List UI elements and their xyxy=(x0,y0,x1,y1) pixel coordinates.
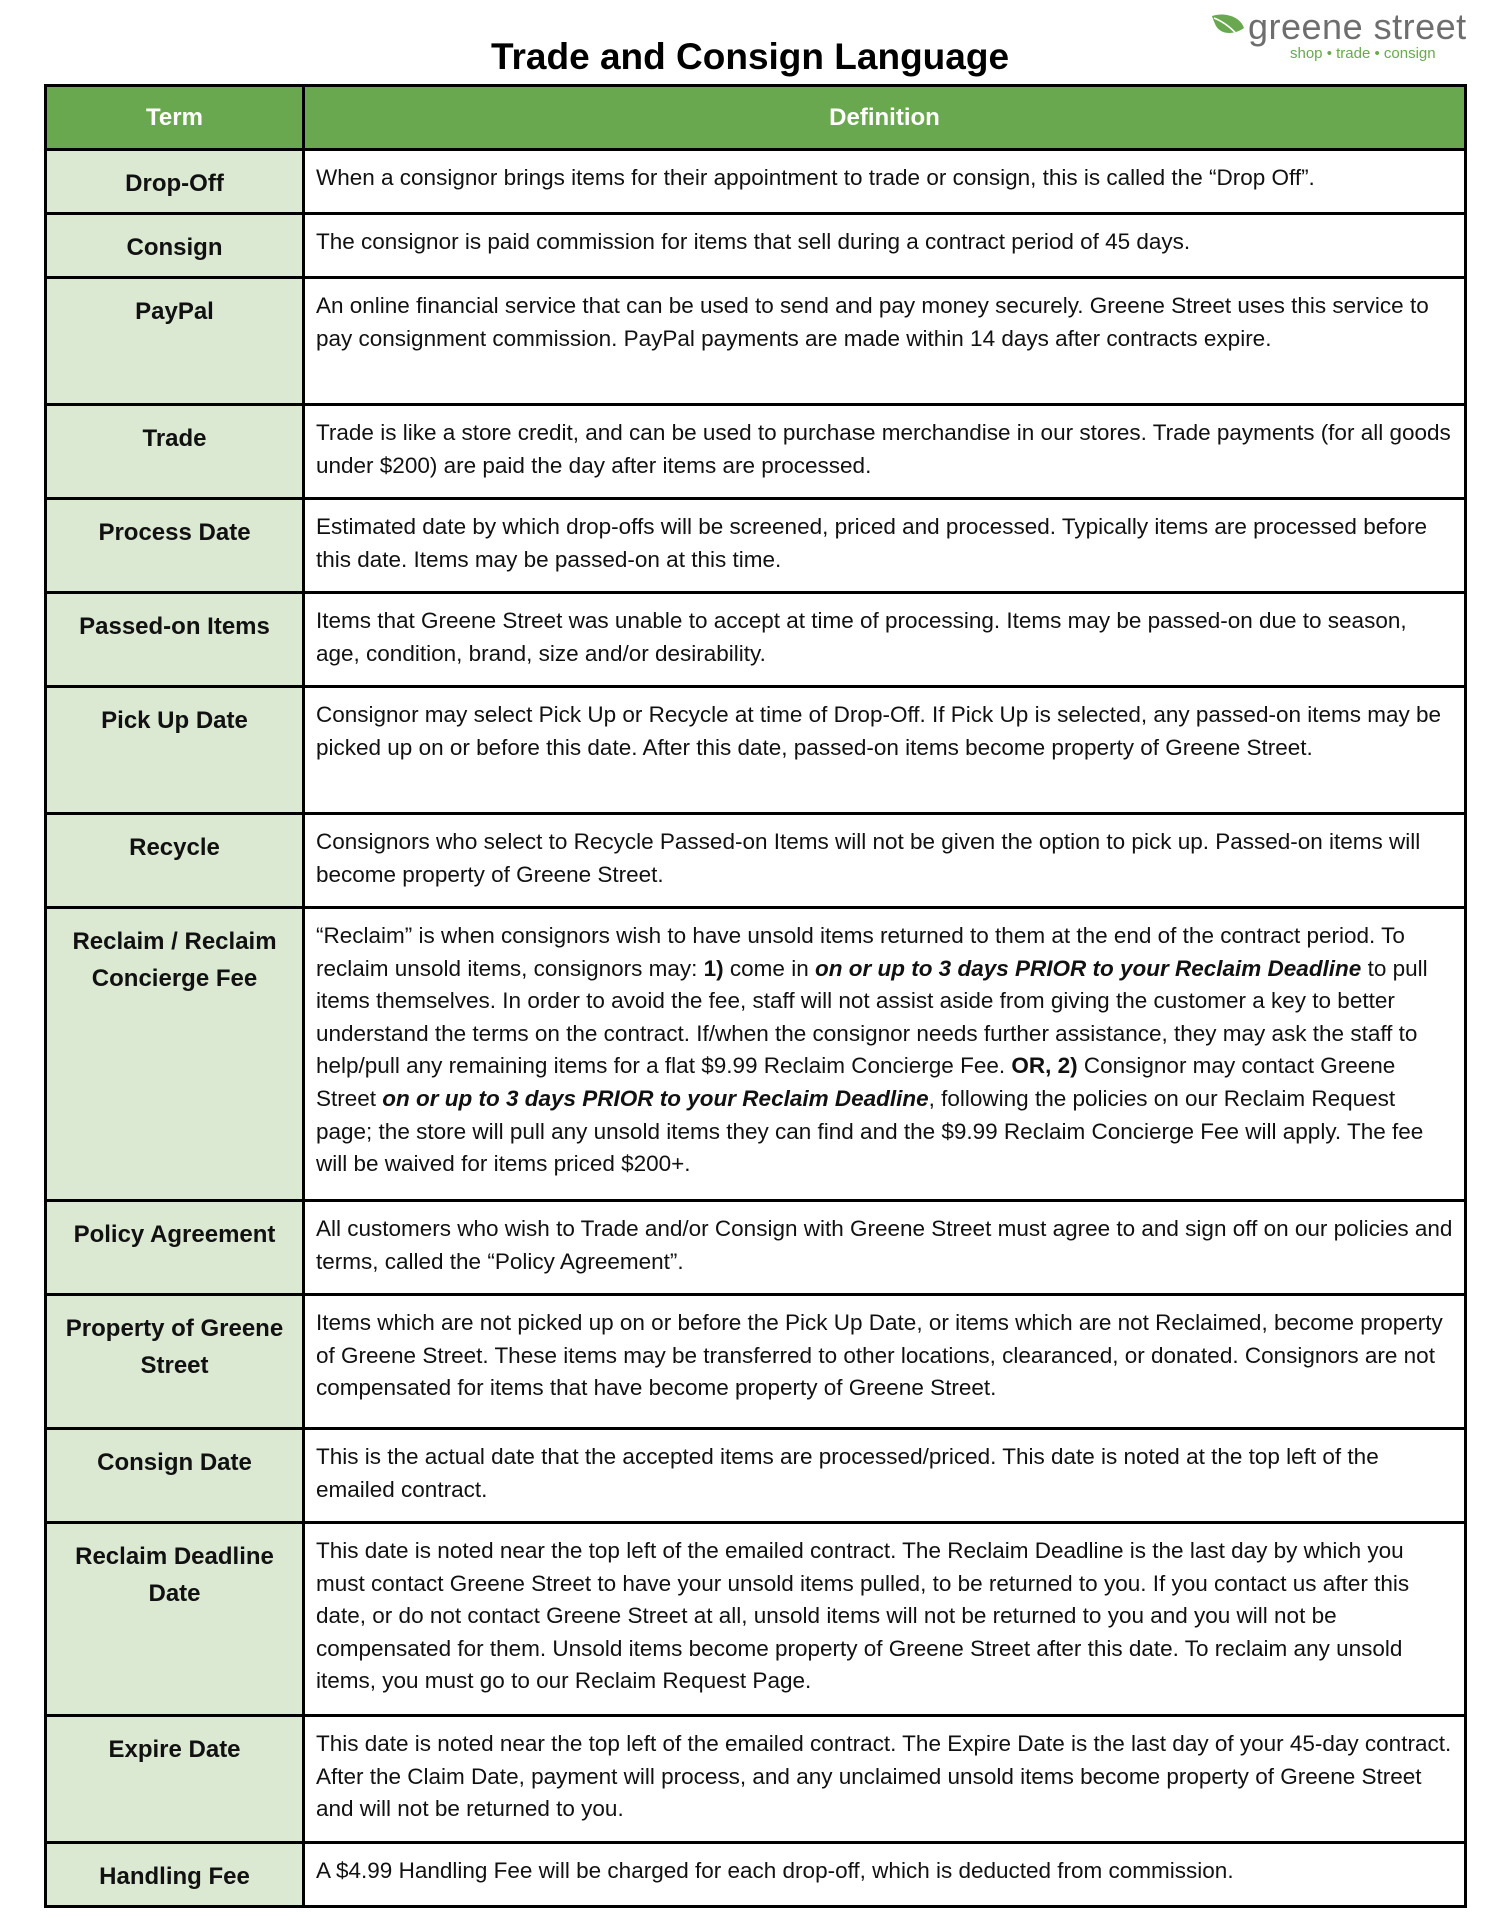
term-cell: PayPal xyxy=(46,278,304,405)
reclaim-text-1: “Reclaim” is when consignors wish to have unsold items returned to them at the end of the contract period. To reclaim unsold items, consignors may: xyxy=(316,923,1405,981)
definition-cell: This is the actual date that the accepted items are processed/priced. This date is noted at the top left of the emailed contract. xyxy=(304,1429,1466,1523)
terms-table xyxy=(44,84,1467,1908)
definition-cell: Estimated date by which drop-offs will be screened, priced and processed. Typically items are processed before this date. Items may be passed-on at this time. xyxy=(304,499,1466,593)
table-row xyxy=(46,214,1466,278)
column-header-term: Term xyxy=(46,86,304,150)
table-row xyxy=(46,1429,1466,1523)
reclaim-text-2: come in xyxy=(723,955,815,981)
logo-name: greene street xyxy=(1248,6,1467,47)
table-row xyxy=(46,1295,1466,1429)
definition-cell: An online financial service that can be used to send and pay money securely. Greene Street uses this service to pay consignment commission. PayPal payments are made within 14 days after contracts expire. xyxy=(304,278,1466,405)
reclaim-option-2-label: OR, 2) xyxy=(1011,1053,1078,1079)
reclaim-deadline-emphasis: on or up to 3 days PRIOR to your Reclaim Deadline xyxy=(814,955,1362,981)
column-header-definition: Definition xyxy=(304,86,1466,150)
term-cell: Property of Greene Street xyxy=(46,1295,304,1429)
table-row xyxy=(46,150,1466,214)
definition-cell: This date is noted near the top left of the emailed contract. The Expire Date is the last day of your 45-day contract. After the Claim Date, payment will process, and any unclaimed unsold items become property of Greene Street and will not be returned to you. xyxy=(304,1716,1466,1843)
term-cell: Process Date xyxy=(46,499,304,593)
term-cell: Handling Fee xyxy=(46,1843,304,1907)
reclaim-deadline-emphasis-2: on or up to 3 days PRIOR to your Reclaim Deadline xyxy=(382,1085,929,1111)
definition-cell: When a consignor brings items for their appointment to trade or consign, this is called the “Drop Off”. xyxy=(304,150,1466,214)
definition-cell: Items that Greene Street was unable to accept at time of processing. Items may be passed-on due to season, age, condition, brand, size and/or desirability. xyxy=(304,593,1466,687)
definition-cell: A $4.99 Handling Fee will be charged for each drop-off, which is deducted from commission. xyxy=(304,1843,1466,1907)
reclaim-text-3: to pull items themselves. In order to avoid the fee, staff will not assist aside from giving the customer a key to better understand the terms on the contract. If/when the consignor needs further assistance, they may ask the staff to help/pull any remaining items for a flat $9.99 Reclaim Concierge Fee. xyxy=(316,955,1428,1079)
table-row xyxy=(46,1201,1466,1295)
page-title: Trade and Consign Language xyxy=(490,36,1010,77)
table-row xyxy=(46,687,1466,814)
definition-cell: Consignors who select to Recycle Passed-on Items will not be given the option to pick up. Passed-on items will become property of Greene Street. xyxy=(304,814,1466,908)
definition-cell: All customers who wish to Trade and/or Consign with Greene Street must agree to and sign off on our policies and terms, called the “Policy Agreement”. xyxy=(304,1201,1466,1295)
table-row xyxy=(46,1716,1466,1843)
definition-cell: Items which are not picked up on or before the Pick Up Date, or items which are not Reclaimed, become property of Greene Street. These items may be transferred to other locations, clearanced, or donated. Consignors are not compensated for items that have become property of Greene Street. xyxy=(304,1295,1466,1429)
table-row xyxy=(46,405,1466,499)
table-row xyxy=(46,278,1466,405)
term-cell: Trade xyxy=(46,405,304,499)
greene-street-logo xyxy=(1210,8,1470,68)
term-cell: Drop-Off xyxy=(46,150,304,214)
leaf-icon xyxy=(1210,12,1246,42)
definition-cell: Consignor may select Pick Up or Recycle at time of Drop-Off. If Pick Up is selected, any passed-on items may be picked up on or before this date. After this date, passed-on items become property of Greene Street. xyxy=(304,687,1466,814)
term-cell: Reclaim Deadline Date xyxy=(46,1523,304,1716)
definition-cell: The consignor is paid commission for items that sell during a contract period of 45 days. xyxy=(304,214,1466,278)
logo-tagline: shop • trade • consign xyxy=(1290,45,1436,62)
term-cell: Consign Date xyxy=(46,1429,304,1523)
term-cell: Expire Date xyxy=(46,1716,304,1843)
term-cell: Recycle xyxy=(46,814,304,908)
table-row xyxy=(46,593,1466,687)
reclaim-text-5: , following the policies on our Reclaim Request page; the store will pull any unsold items they can find and the $9.99 Reclaim Concierge Fee will apply. The fee will be waived for items priced $200+. xyxy=(316,1085,1424,1177)
table-row xyxy=(46,499,1466,593)
table-row xyxy=(46,908,1466,1201)
definition-cell: This date is noted near the top left of the emailed contract. The Reclaim Deadline is the last day by which you must contact Greene Street to have your unsold items pulled, to be returned to you. If you contact us after this date, or do not contact Greene Street at all, unsold items will not be returned to you and you will not be compensated for them. Unsold items become property of Greene Street after this date. To reclaim any unsold items, you must go to our Reclaim Request Page. xyxy=(304,1523,1466,1716)
term-cell: Policy Agreement xyxy=(46,1201,304,1295)
term-cell: Pick Up Date xyxy=(46,687,304,814)
definition-cell xyxy=(304,908,1466,1201)
reclaim-text-4: Consignor may contact Greene Street xyxy=(316,1053,1396,1111)
table-row xyxy=(46,1843,1466,1907)
table-row xyxy=(46,1523,1466,1716)
term-cell: Passed-on Items xyxy=(46,593,304,687)
definition-cell: Trade is like a store credit, and can be used to purchase merchandise in our stores. Trade payments (for all goods under $200) are paid the day after items are processed. xyxy=(304,405,1466,499)
table-row xyxy=(46,814,1466,908)
reclaim-option-1-label: 1) xyxy=(703,955,724,981)
term-cell: Reclaim / Reclaim Concierge Fee xyxy=(46,908,304,1201)
term-cell: Consign xyxy=(46,214,304,278)
table-header-row xyxy=(46,86,1466,150)
